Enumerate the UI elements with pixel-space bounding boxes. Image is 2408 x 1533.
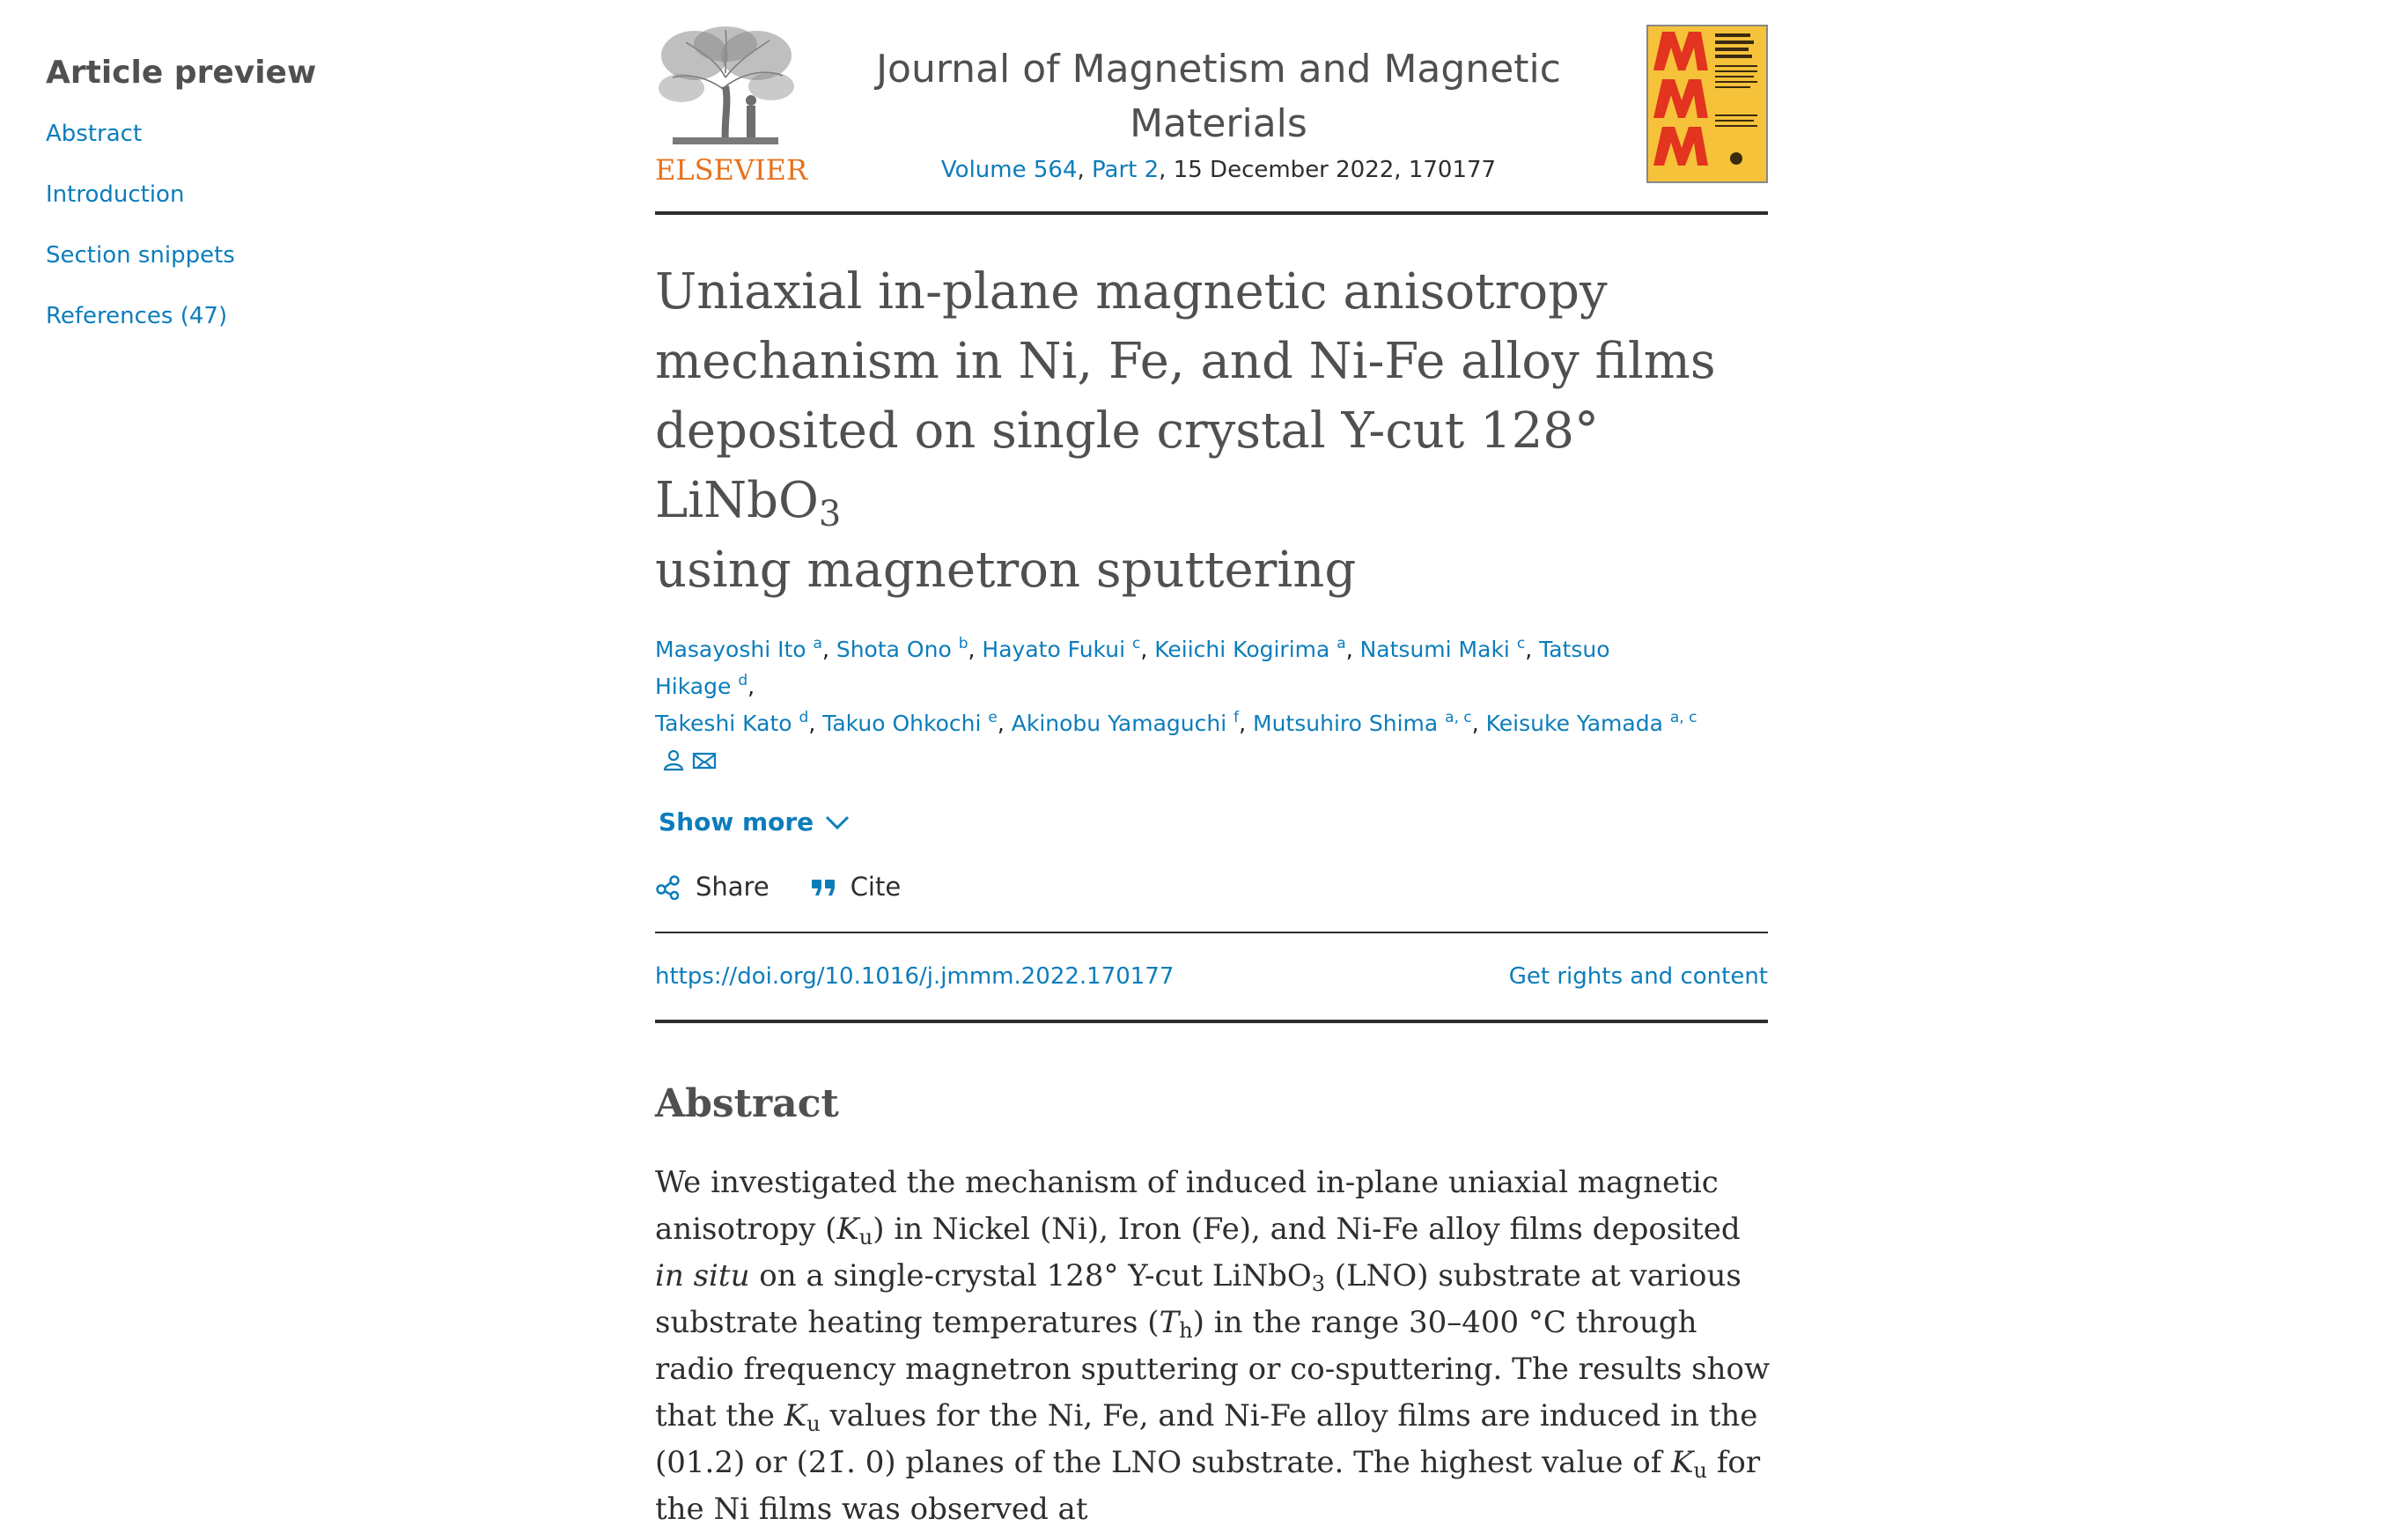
part-link[interactable]: Part 2 (1092, 157, 1160, 183)
issue-info: Volume 564, Part 2, 15 December 2022, 170177 (940, 157, 1497, 183)
abstract-heading: Abstract (655, 1081, 839, 1126)
author-affiliation: d (799, 709, 809, 726)
author-link[interactable]: Takeshi Kato (655, 711, 792, 736)
elsevier-wordmark: ELSEVIER (655, 153, 808, 187)
sidebar-item-section-snippets[interactable]: Section snippets (46, 242, 235, 269)
author-separator: , (747, 674, 755, 699)
share-button[interactable] (655, 872, 770, 902)
author-link[interactable]: Tatsuo Hikage (655, 637, 1610, 699)
author-link[interactable]: Shota Ono (836, 637, 952, 662)
author-affiliation: a, c (1445, 709, 1472, 726)
volume-link[interactable]: Volume 564 (940, 157, 1078, 183)
journal-title[interactable]: Journal of Magnetism and Magnetic Materials (876, 47, 1561, 146)
sidebar-item-references[interactable]: References (47) (46, 303, 228, 329)
author-list (655, 631, 1712, 783)
doi-bar (655, 932, 1768, 1023)
author-separator: , (1471, 711, 1486, 736)
author-separator: , (821, 637, 836, 662)
author-link[interactable]: Hayato Fukui (982, 637, 1126, 662)
elsevier-logo[interactable] (655, 25, 808, 187)
author-link[interactable]: Keiichi Kogirima (1154, 637, 1330, 662)
article-title-subscript: 3 (818, 494, 842, 534)
author-link[interactable]: Masayoshi Ito (655, 637, 806, 662)
article-outline-sidebar (46, 55, 539, 364)
elsevier-tree-icon (655, 25, 796, 148)
author-affiliation: e (988, 709, 998, 726)
sidebar-item-abstract[interactable]: Abstract (46, 121, 143, 147)
person-icon[interactable] (662, 746, 685, 783)
issue-date: , 15 December 2022, 170177 (1159, 157, 1497, 183)
author-separator: , (1140, 637, 1155, 662)
journal-header (655, 25, 1768, 215)
author-separator: , (808, 711, 823, 736)
email-icon[interactable] (692, 746, 717, 783)
author-affiliation: a (813, 635, 822, 652)
quote-icon (810, 875, 836, 898)
author-separator: , (1239, 711, 1254, 736)
article-actions (655, 872, 1768, 902)
article-title (655, 257, 1764, 605)
show-more-label: Show more (659, 807, 814, 837)
author-affiliation: c (1516, 635, 1526, 652)
author-link[interactable]: Mutsuhiro Shima (1253, 711, 1439, 736)
author-link[interactable]: Akinobu Yamaguchi (1011, 711, 1227, 736)
author-separator: , (997, 711, 1012, 736)
article-title-end: using magnetron sputtering (655, 542, 1357, 599)
article-main (655, 25, 1771, 1533)
journal-cover-thumbnail[interactable] (1646, 25, 1768, 183)
author-affiliation: f (1233, 709, 1240, 726)
author-affiliation: c (1132, 635, 1141, 652)
article-title-main: Uniaxial in-plane magnetic anisotropy mechanism in Ni, Fe, and Ni-Fe alloy films deposited on single crystal Y-cut 128° LiNbO (655, 263, 1716, 529)
author-affiliation: d (738, 672, 748, 689)
cite-label: Cite (850, 872, 902, 902)
sidebar-item-introduction[interactable]: Introduction (46, 181, 185, 208)
author-affiliation: b (958, 635, 968, 652)
author-separator: , (968, 637, 983, 662)
get-rights-link[interactable]: Get rights and content (1508, 963, 1768, 990)
share-icon (655, 873, 681, 900)
doi-link[interactable]: https://doi.org/10.1016/j.jmmm.2022.170177 (655, 963, 1175, 990)
share-label: Share (696, 872, 770, 902)
show-more-button[interactable] (659, 807, 851, 837)
abstract-text: We investigated the mechanism of induced in-plane uniaxial magnetic anisotropy $(K_u)$ in Nickel (Ni), Iron (Fe), and Ni-Fe alloy films deposited in situ on a single-crystal 128° Y-cut LiNbO$_3$ (LNO) substrate at various substrate heating temperatures $(T_h)$ in the range 30–400 °C through radio frequency magnetron sputtering or co-sputtering. The results show that the $K_u$ values for the Ni, Fe, and Ni-Fe alloy films are induced in the (01.2) or (21̄. 0) planes of the LNO substrate. The highest value of $K_u$ for the Ni films was observed at (655, 1165, 1771, 1527)
author-separator: , (1345, 637, 1360, 662)
cite-button[interactable] (810, 872, 902, 902)
author-link[interactable]: Natsumi Maki (1359, 637, 1510, 662)
author-affiliation: a, c (1669, 709, 1697, 726)
author-link[interactable]: Keisuke Yamada (1485, 711, 1663, 736)
chevron-down-icon (824, 814, 851, 831)
author-affiliation: a (1337, 635, 1346, 652)
sidebar-title: Article preview (46, 55, 317, 91)
journal-info (849, 42, 1588, 183)
author-separator: , (1525, 637, 1540, 662)
author-link[interactable]: Takuo Ohkochi (822, 711, 982, 736)
mmm-cover-icon (1648, 26, 1766, 181)
